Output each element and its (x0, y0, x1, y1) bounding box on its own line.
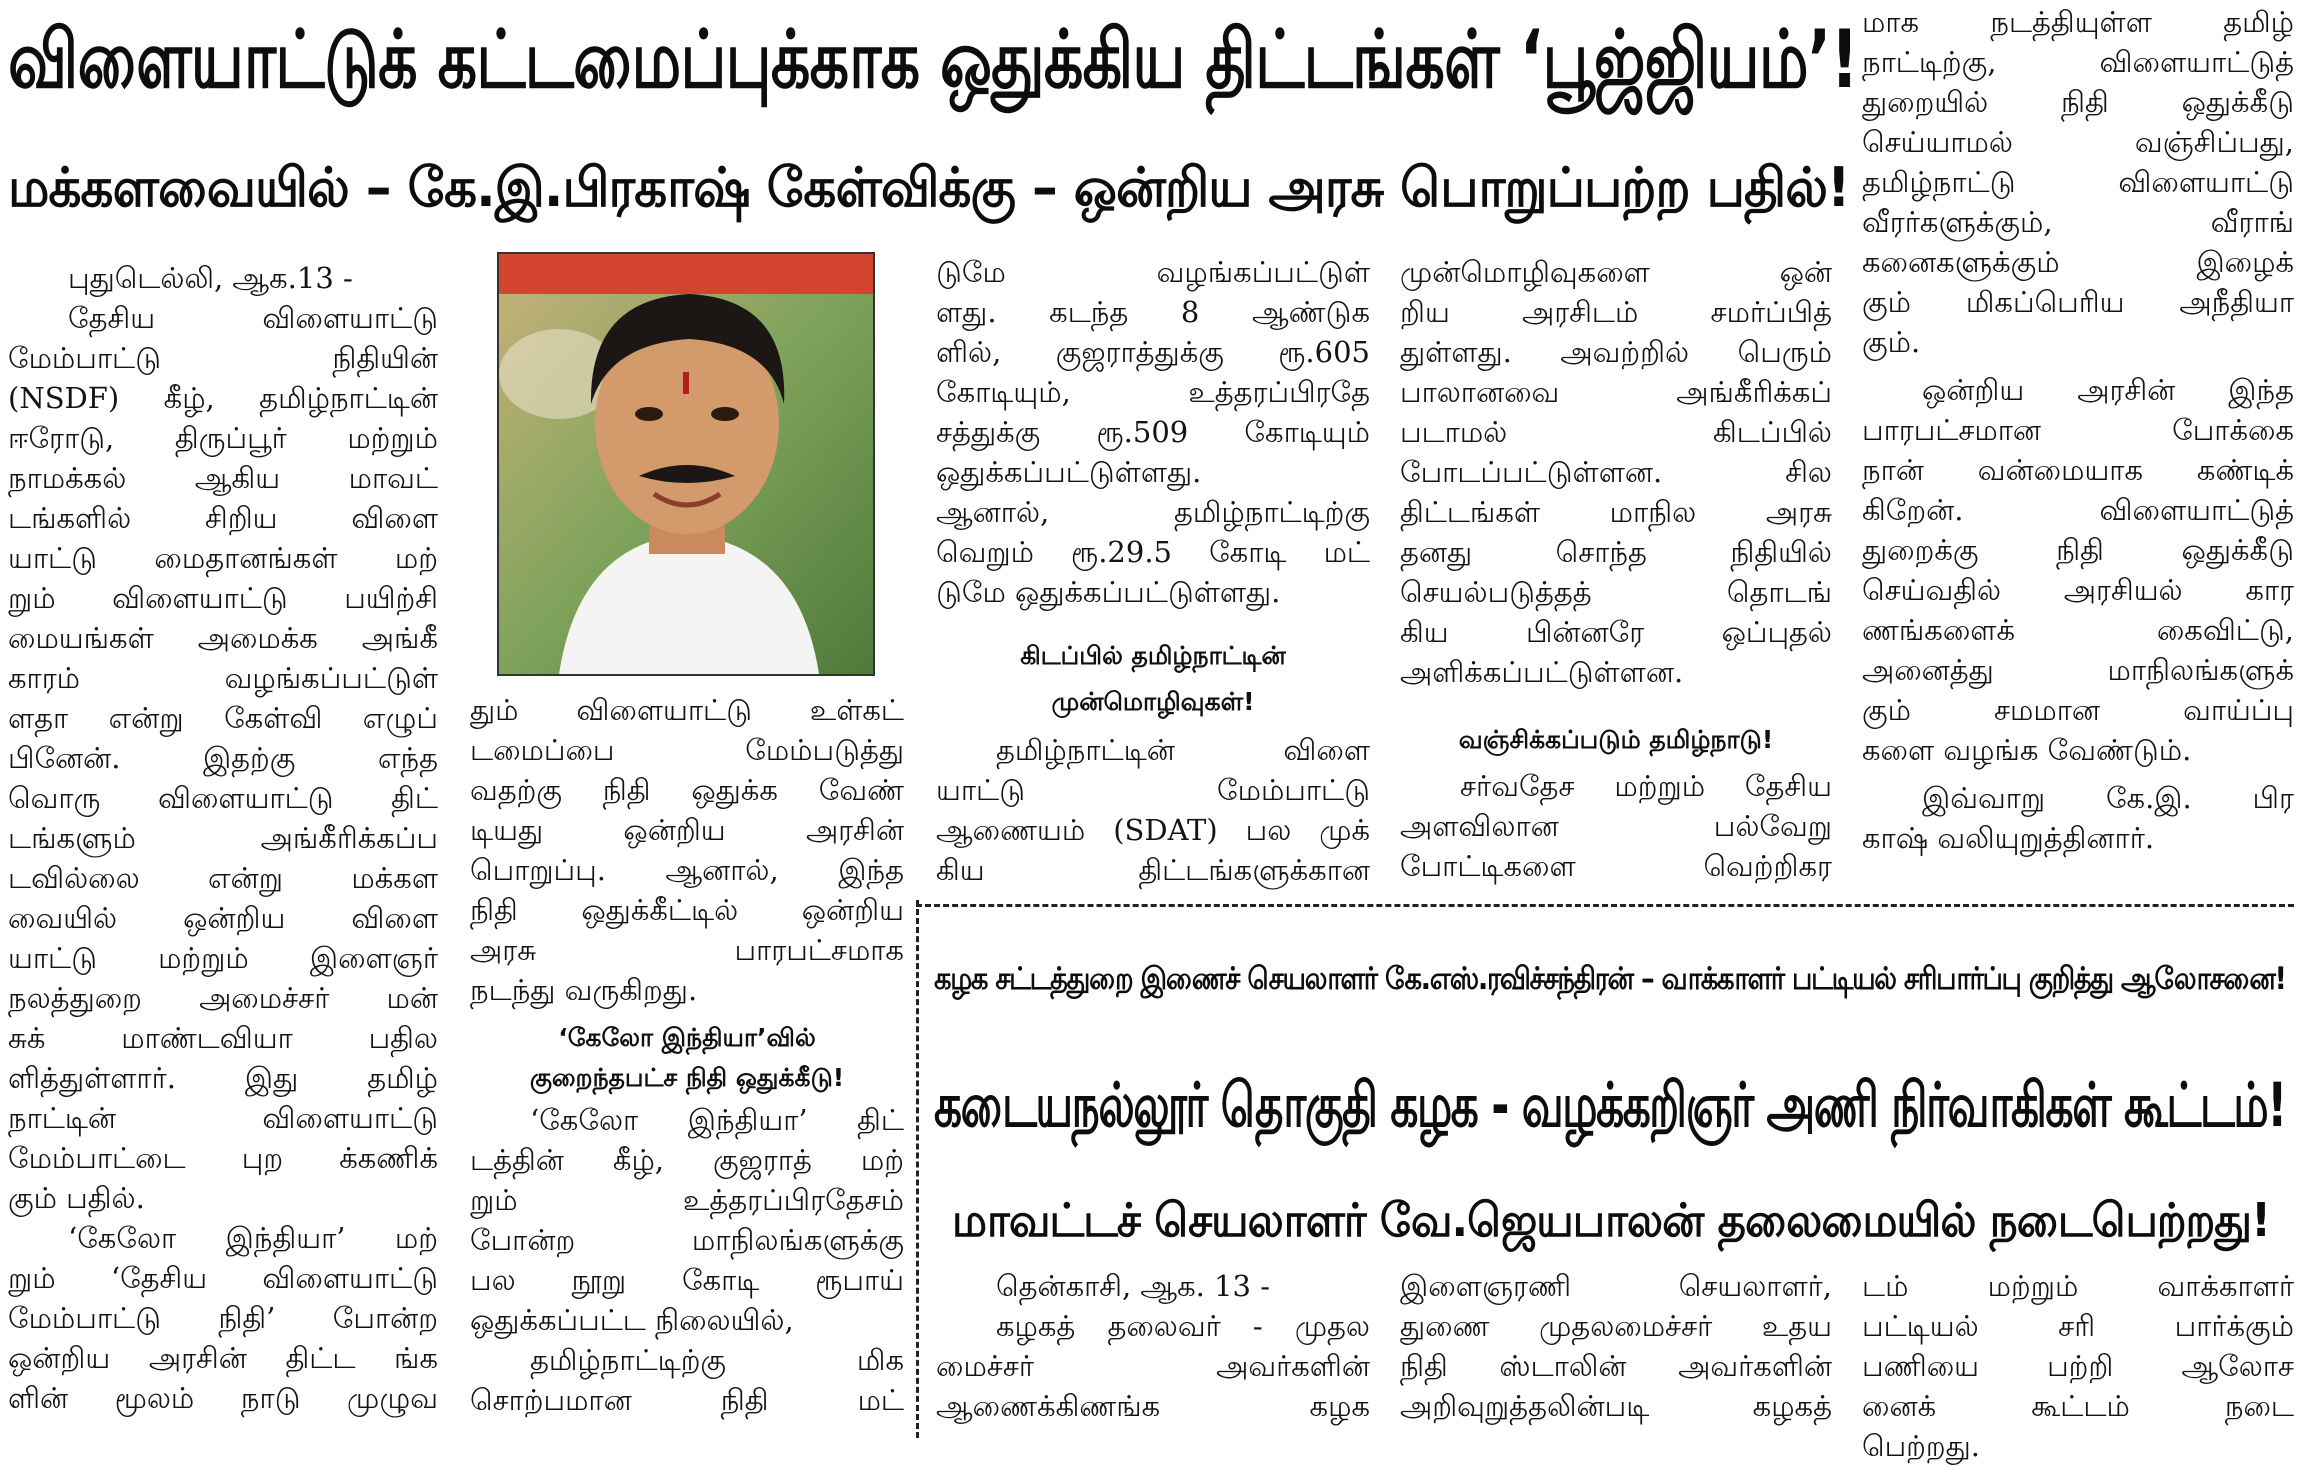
text-line: பட்டியல் சரி பார்க்கும் (1862, 1309, 2294, 1343)
text-line: பாரபட்சமான போக்கை (1862, 413, 2294, 447)
text-line: ஈரோடு, திருப்பூர் மற்றும் (8, 421, 438, 455)
text-line: ளது. கடந்த 8 ஆண்டுக (936, 295, 1370, 329)
text-line: பல நூறு கோடி ரூபாய் (470, 1263, 904, 1297)
text-line: ளித்துள்ளார். இது தமிழ் (8, 1061, 438, 1095)
text-line: பாலானவை அங்கீரிக்கப் (1400, 375, 1832, 409)
portrait-photo (497, 252, 875, 676)
text-line: ‘கேலோ இந்தியா’ திட் (530, 1103, 904, 1137)
column-divider (916, 900, 919, 1438)
text-line: வெறும் ரூ.29.5 கோடி மட் (936, 535, 1370, 569)
text-line: ஒதுக்கப்பட்டுள்ளது. (936, 455, 1202, 489)
section-subhead: முன்மொழிவுகள்! (1051, 687, 1255, 716)
text-line: பணியை பற்றி ஆலோச (1862, 1349, 2294, 1383)
text-line: ளின் மூலம் நாடு முழுவ (8, 1381, 438, 1415)
text-line: சொற்பமான நிதி மட் (470, 1383, 904, 1417)
text-line: தமிழ்நாட்டிற்கு மிக (530, 1343, 904, 1377)
article-divider (916, 904, 2294, 907)
text-line: ஆணையம் (SDAT) பல முக் (936, 813, 1370, 847)
article1-column-3 (936, 252, 1370, 612)
text-line: காஷ் வலியுறுத்தினார். (1862, 821, 2155, 855)
text-line: கிறேன். விளையாட்டுத் (1862, 493, 2294, 527)
text-line: டங்களும் அங்கீரிக்கப்ப (8, 821, 438, 855)
article1-column-2b (470, 1100, 904, 1420)
text-line: றிய அரசிடம் சமர்ப்பித் (1400, 295, 1832, 329)
text-line: பெற்றது. (1862, 1429, 1980, 1463)
article1-column-4 (1400, 252, 1832, 692)
text-line: நிதி ஸ்டாலின் அவர்களின் (1400, 1349, 1832, 1383)
text-line: செய்வதில் அரசியல் கார (1862, 573, 2294, 607)
text-line: திட்டங்கள் மாநில அரசு (1400, 495, 1832, 529)
text-line: கும். (1862, 325, 1921, 359)
text-line: போட்டிகளை வெற்றிகர (1400, 849, 1832, 883)
text-line: டுமே வழங்கப்பட்டுள் (936, 255, 1370, 289)
text-line: போடப்பட்டுள்ளன. சில (1400, 455, 1832, 489)
text-line: துறைக்கு நிதி ஒதுக்கீடு (1862, 533, 2294, 567)
text-line: தேசிய விளையாட்டு (68, 301, 438, 335)
text-line: களை வழங்க வேண்டும். (1862, 733, 2192, 767)
text-line: கிய திட்டங்களுக்கான (936, 853, 1370, 887)
text-line: ணங்களைக் கைவிட்டு, (1862, 613, 2294, 647)
text-line: கிய பின்னரே ஒப்புதல் (1400, 615, 1832, 649)
text-line: செயல்படுத்தத் தொடங் (1400, 575, 1832, 609)
text-line: வதற்கு நிதி ஒதுக்க வேண் (470, 773, 904, 807)
page-title: விளையாட்டுக் கட்டமைப்புக்காக ஒதுக்கிய திட்டங்கள் ‘பூஜ்ஜியம்’! (8, 13, 1858, 106)
text-line: செய்யாமல் வஞ்சிப்பது, (1862, 125, 2294, 159)
text-line: அளவிலான பல்வேறு (1400, 809, 1832, 843)
text-line: தமிழ்நாட்டு விளையாட்டு (1862, 165, 2294, 199)
subheadline: மக்களவையில் – கே.இ.பிரகாஷ் கேள்விக்கு – ஒன்றிய அரசு பொறுப்பற்ற பதில்! (8, 156, 1850, 219)
text-line: தும் விளையாட்டு உள்கட் (470, 693, 904, 727)
text-line: துறையில் நிதி ஒதுக்கீடு (1862, 85, 2294, 119)
article1-column-4b (1400, 766, 1832, 886)
text-line: துணை முதலமைச்சர் உதய (1400, 1309, 1832, 1343)
text-line: னைக் கூட்டம் நடை (1862, 1389, 2294, 1423)
text-line: சர்வதேச மற்றும் தேசிய (1460, 769, 1832, 803)
section-subhead: ‘கேலோ இந்தியா’வில் (558, 1023, 816, 1052)
text-line: கழகத் தலைவர் - முதல (996, 1309, 1370, 1343)
text-line: மைச்சர் அவர்களின் (936, 1349, 1370, 1383)
dateline: புதுடெல்லி, ஆக.13 - (68, 261, 353, 295)
text-line: ளதா என்று கேள்வி எழுப் (8, 701, 438, 735)
text-line: நலத்துறை அமைச்சர் மன் (8, 981, 438, 1015)
text-line: (NSDF) கீழ், தமிழ்நாட்டின் (8, 381, 438, 415)
text-line: டம் மற்றும் வாக்காளர் (1862, 1269, 2294, 1303)
text-line: யாட்டு மேம்பாட்டு (936, 773, 1370, 807)
text-line: ஒன்றிய அரசின் திட்ட ங்க (8, 1341, 438, 1375)
text-line: தமிழ்நாட்டின் விளை (996, 733, 1370, 767)
text-line: டத்தின் கீழ், குஜராத் மற் (470, 1143, 904, 1177)
text-line: நாட்டின் விளையாட்டு (8, 1101, 438, 1135)
text-line: அறிவுறுத்தலின்படி கழகத் (1400, 1389, 1832, 1423)
text-line: அனைத்து மாநிலங்களுக் (1862, 653, 2294, 687)
text-line: மேம்பாட்டு நிதியின் (8, 341, 438, 375)
text-line: றும் உத்தரப்பிரதேசம் (470, 1183, 904, 1217)
text-line: சத்துக்கு ரூ.509 கோடியும் (936, 415, 1370, 449)
text-line: வொரு விளையாட்டு திட் (8, 781, 438, 815)
text-line: டங்களில் சிறிய விளை (8, 501, 438, 535)
article2-column-2 (1400, 1266, 1832, 1426)
text-line: நாட்டிற்கு, விளையாட்டுத் (1862, 45, 2294, 79)
text-line: மேம்பாட்டை புற க்கணிக் (8, 1141, 438, 1175)
text-line: சுக் மாண்டவியா பதில (8, 1021, 438, 1055)
text-line: போன்ற மாநிலங்களுக்கு (470, 1223, 904, 1257)
article2-headline: கடையநல்லூர் தொகுதி கழக - வழக்கறிஞர் அணி நிர்வாகிகள் கூட்டம்! (934, 1070, 2286, 1141)
text-line: நாமக்கல் ஆகிய மாவட் (8, 461, 438, 495)
text-line: கும் சமமான வாய்ப்பு (1862, 693, 2294, 727)
text-line: டமைப்பை மேம்படுத்து (470, 733, 904, 767)
article1-column-3b (936, 730, 1370, 890)
article2-column-3 (1862, 1266, 2294, 1466)
text-line: படாமல் கிடப்பில் (1400, 415, 1832, 449)
text-line: கும் பதில். (8, 1181, 145, 1215)
text-line: றும் விளையாட்டு பயிற்சி (8, 581, 438, 615)
text-line: அளிக்கப்பட்டுள்ளன. (1400, 655, 1684, 689)
text-line: ‘கேலோ இந்தியா’ மற் (68, 1221, 438, 1255)
text-line: நான் வன்மையாக கண்டிக் (1862, 453, 2294, 487)
text-line: மாக நடத்தியுள்ள தமிழ் (1862, 5, 2294, 39)
text-line: வீரர்களுக்கும், வீராங் (1862, 205, 2294, 239)
article1-column-5 (1862, 2, 2294, 858)
portrait-icon (499, 254, 873, 674)
text-line: மேம்பாட்டு நிதி’ போன்ற (8, 1301, 438, 1335)
text-line: நிதி ஒதுக்கீட்டில் ஒன்றிய (470, 893, 904, 927)
text-line: டியது ஒன்றிய அரசின் (470, 813, 904, 847)
article2-column-1 (936, 1266, 1370, 1426)
text-line: ஒன்றிய அரசின் இந்த (1922, 373, 2294, 407)
text-line: நடந்து வருகிறது. (470, 973, 698, 1007)
dateline: தென்காசி, ஆக. 13 - (996, 1269, 1271, 1303)
text-line: ளில், குஜராத்துக்கு ரூ.605 (936, 335, 1370, 369)
text-line: ஆணைக்கிணங்க கழக (936, 1389, 1370, 1423)
text-line: வையில் ஒன்றிய விளை (8, 901, 438, 935)
text-line: மையங்கள் அமைக்க அங்கீ (8, 621, 438, 655)
text-line: டுமே ஒதுக்கப்பட்டுள்ளது. (936, 575, 1281, 609)
text-line: யாட்டு மற்றும் இளைஞர் (8, 941, 438, 975)
section-subhead: கிடப்பில் தமிழ்நாட்டின் (1020, 641, 1286, 670)
text-line: டவில்லை என்று மக்கள (8, 861, 438, 895)
text-line: ஆனால், தமிழ்நாட்டிற்கு (936, 495, 1370, 529)
text-line: றும் ‘தேசிய விளையாட்டு (8, 1261, 438, 1295)
text-line: தனது சொந்த நிதியில் (1400, 535, 1832, 569)
text-line: கும் மிகப்பெரிய அநீதியா (1862, 285, 2294, 319)
text-line: அரசு பாரபட்சமாக (470, 933, 904, 967)
text-line: காரம் வழங்கப்பட்டுள் (8, 661, 438, 695)
section-subhead: வஞ்சிக்கப்படும் தமிழ்நாடு! (1458, 725, 1774, 754)
text-line: பினேன். இதற்கு எந்த (8, 741, 438, 775)
article1-column-1 (8, 258, 438, 1418)
text-line: ஒதுக்கப்பட்ட நிலையில், (470, 1303, 794, 1337)
text-line: துள்ளது. அவற்றில் பெரும் (1400, 335, 1832, 369)
text-line: யாட்டு மைதானங்கள் மற் (8, 541, 438, 575)
section-subhead: குறைந்தபட்ச நிதி ஒதுக்கீடு! (529, 1063, 845, 1092)
text-line: இளைஞரணி செயலாளர், (1400, 1269, 1832, 1303)
text-line: கோடியும், உத்தரப்பிரதே (936, 375, 1370, 409)
article2-kicker: கழக சட்டத்துறை இணைச் செயலாளர் கே.எஸ்.ரவிச்சந்திரன் – வாக்காளர் பட்டியல் சரிபார்ப்பு குறித்து ஆலோசனை! (934, 961, 2286, 997)
article1-column-2 (470, 690, 904, 1010)
text-line: பொறுப்பு. ஆனால், இந்த (470, 853, 904, 887)
article2-subheadline: மாவட்டச் செயலாளர் வே.ஜெயபாலன் தலைமையில் நடைபெற்றது! (952, 1193, 2270, 1247)
text-line: இவ்வாறு கே.இ. பிர (1922, 781, 2294, 815)
text-line: முன்மொழிவுகளை ஒன் (1400, 255, 1832, 289)
text-line: கனைகளுக்கும் இழைக் (1862, 245, 2294, 279)
